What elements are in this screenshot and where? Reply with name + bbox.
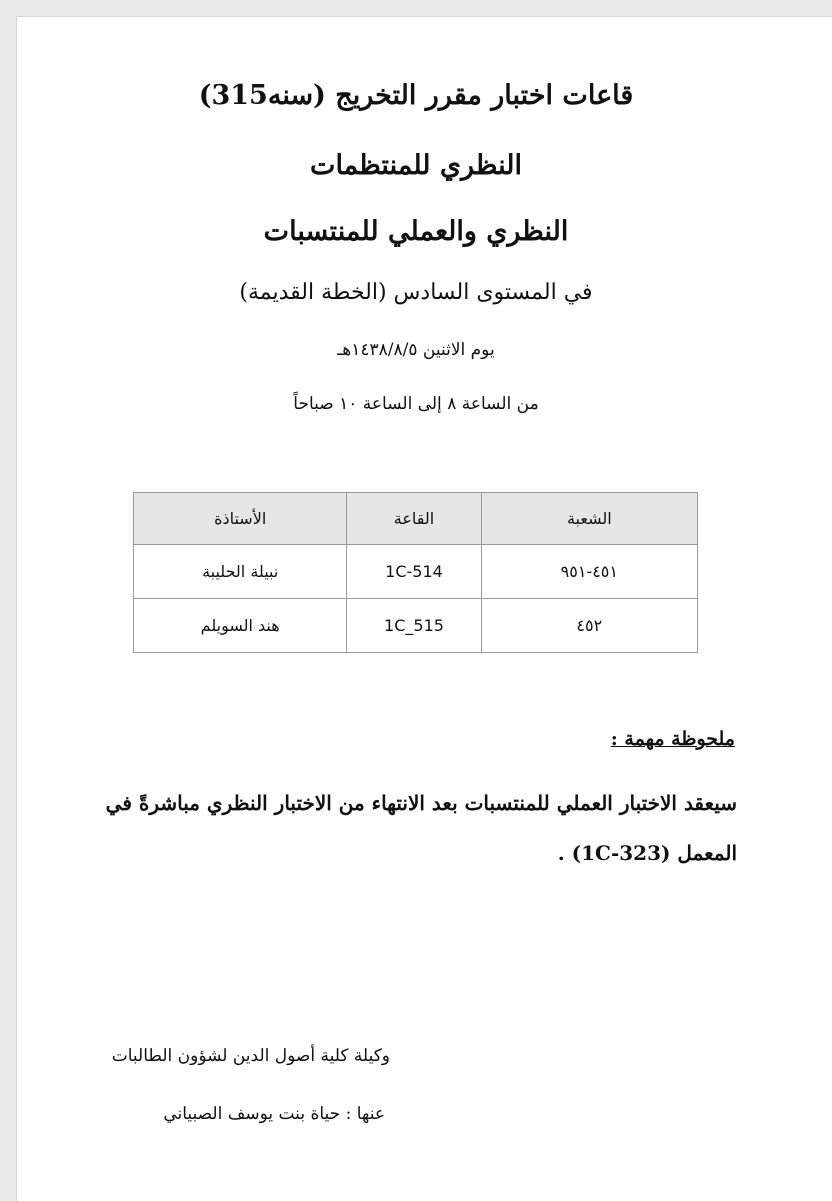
signature-title: وكيلة كلية أصول الدين لشؤون الطالبات (111, 1046, 390, 1066)
time-line: من الساعة ٨ إلى الساعة ١٠ صباحاً (293, 394, 539, 414)
cell-instructor: هند السويلم (134, 599, 347, 653)
table-header-row (134, 493, 698, 545)
cell-section: ٤٥١-٩٥١ (481, 545, 697, 599)
cell-room: 1C_515 (347, 599, 481, 653)
subtitle-regular-students: النظري للمنتظمات (310, 150, 522, 181)
header-instructor: الأستاذة (134, 493, 347, 545)
note-body: سيعقد الاختبار العملي للمنتسبات بعد الانتهاء من الاختبار النظري مباشرةً في المعمل (1C-323) . (105, 791, 737, 865)
exam-title: قاعات اختبار مقرر التخريج (سنه315) (198, 80, 634, 111)
cell-room: 1C-514 (347, 545, 481, 599)
date-line: يوم الاثنين ١٤٣٨/٨/٥هـ (337, 340, 495, 360)
schedule-table (133, 492, 698, 653)
note-title: ملحوظة مهمة : (610, 728, 735, 750)
subtitle-affiliated-students: النظري والعملي للمنتسبات (263, 216, 569, 247)
header-room: القاعة (347, 493, 481, 545)
cell-instructor: نبيلة الحليبة (134, 545, 347, 599)
table-row (134, 599, 698, 653)
header-section: الشعبة (481, 493, 697, 545)
table-row (134, 545, 698, 599)
signature-name: عنها : حياة بنت يوسف الصبياني (163, 1104, 385, 1124)
cell-section: ٤٥٢ (481, 599, 697, 653)
level-line: في المستوى السادس (الخطة القديمة) (239, 280, 593, 305)
